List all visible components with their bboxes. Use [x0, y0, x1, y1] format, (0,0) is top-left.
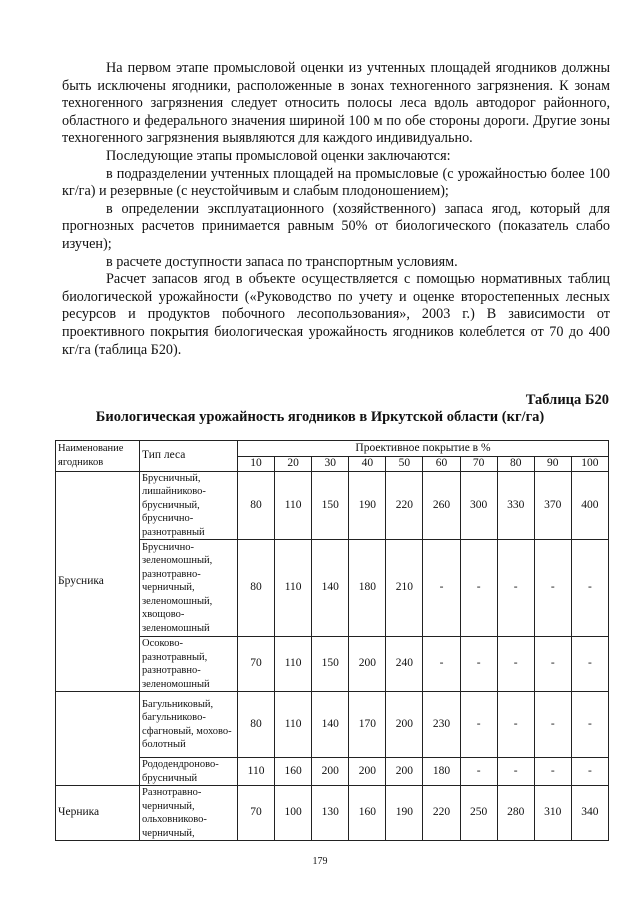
- cell-value: -: [423, 540, 460, 637]
- cell-value: 140: [312, 540, 349, 637]
- cell-value: -: [571, 637, 608, 692]
- cell-value: 150: [312, 471, 349, 540]
- cover-value: 60: [423, 457, 460, 472]
- cell-value: 110: [238, 758, 275, 786]
- cell-value: 80: [238, 692, 275, 758]
- cell-value: -: [460, 692, 497, 758]
- header-row: [56, 441, 609, 457]
- cell-value: 330: [497, 471, 534, 540]
- cell-value: 170: [349, 692, 386, 758]
- cell-value: -: [497, 637, 534, 692]
- cell-value: 160: [275, 758, 312, 786]
- cell-value: 160: [349, 786, 386, 841]
- cover-value: 100: [571, 457, 608, 472]
- cell-value: 200: [386, 692, 423, 758]
- cell-value: -: [460, 637, 497, 692]
- cover-value: 80: [497, 457, 534, 472]
- cell-value: 220: [386, 471, 423, 540]
- cell-value: 250: [460, 786, 497, 841]
- cell-value: 200: [386, 758, 423, 786]
- table-row: [56, 786, 609, 841]
- forest-type: Бруснично-зеленомошный, разнотравно-черничный, зеленомошный, хвощово-зеленомошный: [140, 540, 238, 637]
- cell-value: 70: [238, 637, 275, 692]
- cover-value: 90: [534, 457, 571, 472]
- paragraph: Расчет запасов ягод в объекте осуществляется с помощью нормативных таблиц биологической урожайности («Руководство по учету и оценке второстепенных лесных ресурсов и продуктов побочного лесопользования», 2003 г.) В зависимости от проективного покрытия биологическая урожайность ягодников колеблется от 70 до 400 кг/га (таблица Б20).: [62, 271, 610, 358]
- plant-name: Черника: [56, 786, 140, 841]
- cell-value: -: [497, 540, 534, 637]
- cover-value: 10: [238, 457, 275, 472]
- forest-type: Разнотравно-черничный, ольховниково-черничный,: [140, 786, 238, 841]
- cell-value: 180: [423, 758, 460, 786]
- cover-value: 30: [312, 457, 349, 472]
- plant-name-empty: [56, 692, 140, 786]
- forest-type: Осоково-разнотравный, разнотравно-зеленомошный: [140, 637, 238, 692]
- cell-value: 180: [349, 540, 386, 637]
- paragraph: в расчете доступности запаса по транспортным условиям.: [106, 253, 458, 270]
- cell-value: -: [460, 758, 497, 786]
- cell-value: 260: [423, 471, 460, 540]
- cell-value: 150: [312, 637, 349, 692]
- cell-value: 100: [275, 786, 312, 841]
- cell-value: 240: [386, 637, 423, 692]
- cell-value: -: [497, 758, 534, 786]
- cell-value: 300: [460, 471, 497, 540]
- cell-value: 200: [349, 758, 386, 786]
- cell-value: -: [534, 540, 571, 637]
- cell-value: 230: [423, 692, 460, 758]
- header-plant: Наименование ягодников: [56, 441, 140, 472]
- cell-value: -: [534, 637, 571, 692]
- cell-value: 400: [571, 471, 608, 540]
- table-row: [56, 692, 609, 758]
- cell-value: 110: [275, 692, 312, 758]
- body-text: [62, 60, 610, 359]
- forest-type: Брусничный, лишайниково-брусничный, бруснично-разнотравный: [140, 471, 238, 540]
- forest-type: Багульниковый, багульниково-сфагновый, мохово-болотный: [140, 692, 238, 758]
- cell-value: 70: [238, 786, 275, 841]
- forest-type: Рододендроново-брусничный: [140, 758, 238, 786]
- cell-value: 340: [571, 786, 608, 841]
- cell-value: 130: [312, 786, 349, 841]
- header-forest-type: Тип леса: [140, 441, 238, 472]
- cover-value: 20: [275, 457, 312, 472]
- table-number: Таблица Б20: [525, 392, 609, 408]
- cell-value: 140: [312, 692, 349, 758]
- yield-table: [55, 440, 609, 841]
- cover-value: 40: [349, 457, 386, 472]
- cell-value: 190: [349, 471, 386, 540]
- cell-value: 80: [238, 540, 275, 637]
- cell-value: 190: [386, 786, 423, 841]
- cell-value: 310: [534, 786, 571, 841]
- cell-value: 220: [423, 786, 460, 841]
- cell-value: -: [571, 692, 608, 758]
- cell-value: -: [497, 692, 534, 758]
- cell-value: 280: [497, 786, 534, 841]
- cell-value: 110: [275, 540, 312, 637]
- paragraph: На первом этапе промысловой оценки из учтенных площадей ягодников должны быть исключены ягодники, расположенные в зонах техногенного загрязнения. К зонам техногенного загрязнения следует относить полосы леса вдоль автодорог районного, областного и федерального значения шириной 100 м по обе стороны дороги. Другие зоны техногенного загрязнения выявляются для каждого индивидуально.: [62, 60, 610, 147]
- cell-value: 110: [275, 471, 312, 540]
- table-row: [56, 471, 609, 540]
- table-title: Биологическая урожайность ягодников в Иркутской области (кг/га): [95, 409, 545, 425]
- cell-value: 200: [312, 758, 349, 786]
- cell-value: 110: [275, 637, 312, 692]
- paragraph: в определении эксплуатационного (хозяйственного) запаса ягод, который для прогнозных расчетов принимается равным 50% от биологического (показатель слабо изучен);: [62, 200, 610, 252]
- cell-value: -: [460, 540, 497, 637]
- cover-value: 50: [386, 457, 423, 472]
- cell-value: -: [534, 758, 571, 786]
- cell-value: 200: [349, 637, 386, 692]
- paragraph: в подразделении учтенных площадей на промысловые (с урожайностью более 100 кг/га) и резервные (с неустойчивым и слабым плодоношением);: [62, 165, 610, 200]
- cover-value: 70: [460, 457, 497, 472]
- header-cover: Проективное покрытие в %: [238, 441, 609, 457]
- plant-name: Брусника: [56, 471, 140, 692]
- cell-value: 210: [386, 540, 423, 637]
- cell-value: -: [571, 540, 608, 637]
- cell-value: 370: [534, 471, 571, 540]
- cell-value: -: [571, 758, 608, 786]
- cell-value: -: [423, 637, 460, 692]
- paragraph: Последующие этапы промысловой оценки заключаются:: [106, 147, 451, 164]
- cell-value: 80: [238, 471, 275, 540]
- cell-value: -: [534, 692, 571, 758]
- page-number: 179: [312, 856, 328, 867]
